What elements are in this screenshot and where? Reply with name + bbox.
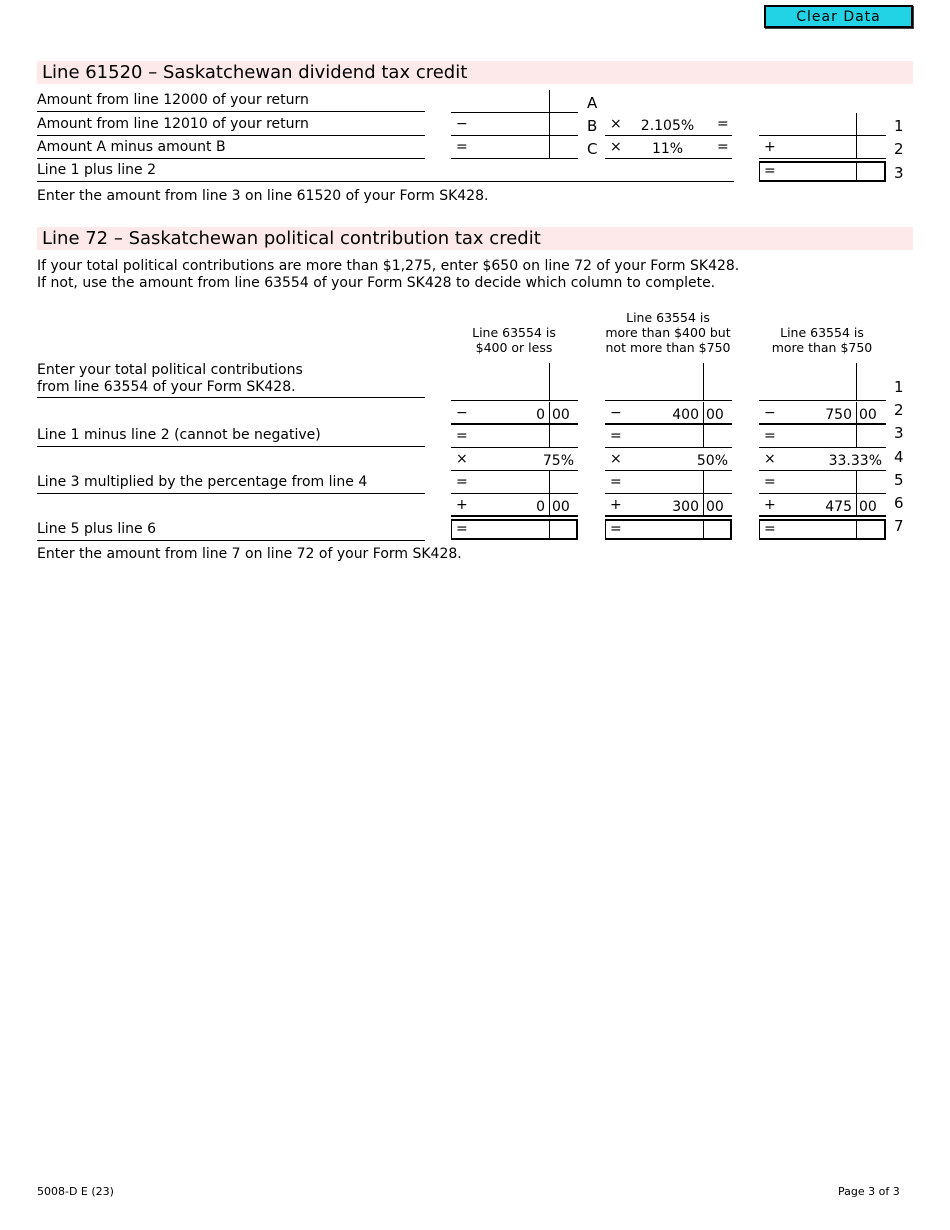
col2-line7-input[interactable] <box>605 519 732 540</box>
line-number: 5 <box>894 471 904 489</box>
col1-line6-field <box>451 494 578 517</box>
minus-sign: − <box>456 405 468 421</box>
equals-sign: = <box>717 116 729 132</box>
col3-line7-input[interactable] <box>759 519 886 540</box>
col2-line4-field <box>605 448 732 471</box>
clear-data-button[interactable]: Clear Data <box>764 5 913 28</box>
s1-row2-label: Amount from line 12010 of your return <box>37 115 425 136</box>
rate-b-field <box>605 113 732 136</box>
s1-row3-label: Amount A minus amount B <box>37 138 425 159</box>
col-header-over-750: Line 63554 is more than $750 <box>771 325 873 355</box>
times-sign: × <box>456 451 468 467</box>
line-number: 6 <box>894 494 904 512</box>
s2-row5-label: Line 3 multiplied by the percentage from line 4 <box>37 473 425 494</box>
section-title-dividend-credit: Line 61520 – Saskatchewan dividend tax credit <box>37 61 913 84</box>
s2-row7-label: Line 5 plus line 6 <box>37 520 425 541</box>
col3-line6-cents: 00 <box>859 499 877 515</box>
equals-sign: = <box>610 474 622 490</box>
equals-sign: = <box>456 521 468 537</box>
col2-line6-cents: 00 <box>706 499 724 515</box>
section-title-political-credit: Line 72 – Saskatchewan political contribution tax credit <box>37 227 913 250</box>
amount-b-input[interactable] <box>451 113 578 136</box>
s2-intro-line2: If not, use the amount from line 63554 of your Form SK428 to decide which column to complete. <box>37 275 716 291</box>
line-number: 4 <box>894 448 904 466</box>
s1-row1-label: Amount from line 12000 of your return <box>37 91 425 112</box>
rate-c-field <box>605 136 732 159</box>
col2-line3-input[interactable] <box>605 425 732 448</box>
col3-line5-input[interactable] <box>759 471 886 494</box>
equals-sign: = <box>764 428 776 444</box>
col1-line5-input[interactable] <box>451 471 578 494</box>
line-number: 2 <box>894 401 904 419</box>
times-sign: × <box>610 116 622 132</box>
plus-sign: + <box>764 139 776 155</box>
equals-sign: = <box>610 428 622 444</box>
equals-sign: = <box>764 521 776 537</box>
col3-line2-cents: 00 <box>859 407 877 423</box>
page-number: Page 3 of 3 <box>838 1185 900 1198</box>
col1-line7-input[interactable] <box>451 519 578 540</box>
minus-sign: − <box>610 405 622 421</box>
line-number: 1 <box>894 378 904 396</box>
dividend-line2-input[interactable] <box>759 136 886 159</box>
col2-line6-dollars: 300 <box>672 499 699 515</box>
col3-line1-input[interactable] <box>759 363 886 401</box>
s2-instruction: Enter the amount from line 7 on line 72 of your Form SK428. <box>37 546 462 562</box>
plus-sign: + <box>764 497 776 513</box>
s2-row1-label-line1: Enter your total political contributions <box>37 362 303 378</box>
col2-line1-input[interactable] <box>605 363 732 401</box>
times-sign: × <box>764 451 776 467</box>
amount-c-input[interactable] <box>451 136 578 159</box>
times-sign: × <box>610 451 622 467</box>
line-number: 7 <box>894 517 904 535</box>
plus-sign: + <box>456 497 468 513</box>
equals-sign: = <box>764 474 776 490</box>
equals-sign: = <box>456 139 468 155</box>
equals-sign: = <box>717 139 729 155</box>
s1-instruction: Enter the amount from line 3 on line 61520 of your Form SK428. <box>37 188 489 204</box>
line-number: 2 <box>894 140 904 158</box>
rate-c-value: 11% <box>651 141 684 157</box>
col3-line6-dollars: 475 <box>825 499 852 515</box>
line-number: 3 <box>894 164 904 182</box>
col3-line3-input[interactable] <box>759 425 886 448</box>
col2-line5-input[interactable] <box>605 471 732 494</box>
col2-line2-field <box>605 402 732 425</box>
col1-line2-cents: 00 <box>552 407 570 423</box>
col2-line2-cents: 00 <box>706 407 724 423</box>
col1-line3-input[interactable] <box>451 425 578 448</box>
plus-sign: + <box>610 497 622 513</box>
equals-sign: = <box>456 428 468 444</box>
s2-row1-label <box>37 362 425 398</box>
equals-sign: = <box>764 163 776 179</box>
s1-row4-label: Line 1 plus line 2 <box>37 161 734 182</box>
equals-sign: = <box>456 474 468 490</box>
col-header-400-to-750: Line 63554 is more than $400 but not more than $750 <box>605 310 731 355</box>
col2-line2-dollars: 400 <box>672 407 699 423</box>
dividend-line1-input[interactable] <box>759 113 886 136</box>
letter-b: B <box>587 117 598 135</box>
col1-line4-field <box>451 448 578 471</box>
line-number: 3 <box>894 424 904 442</box>
dividend-line3-input[interactable] <box>759 161 886 182</box>
col3-line4-pct: 33.33% <box>828 453 882 469</box>
col-header-400-or-less: Line 63554 is $400 or less <box>472 325 556 355</box>
line-number: 1 <box>894 117 904 135</box>
col1-line1-input[interactable] <box>451 363 578 401</box>
letter-c: C <box>587 140 598 158</box>
rate-b-value: 2.105% <box>640 118 695 134</box>
minus-sign: − <box>764 405 776 421</box>
col3-line2-dollars: 750 <box>825 407 852 423</box>
amount-a-input[interactable] <box>451 90 578 113</box>
s2-row1-label-line2: from line 63554 of your Form SK428. <box>37 379 296 395</box>
col1-line4-pct: 75% <box>542 453 574 469</box>
form-id: 5008-D E (23) <box>37 1185 114 1198</box>
letter-a: A <box>587 94 598 112</box>
col2-line6-field <box>605 494 732 517</box>
times-sign: × <box>610 139 622 155</box>
col3-line6-field <box>759 494 886 517</box>
s2-intro-line1: If your total political contributions are more than $1,275, enter $650 on line 72 of your Form SK428. <box>37 258 740 274</box>
col2-line4-pct: 50% <box>696 453 728 469</box>
col1-line2-dollars: 0 <box>536 407 545 423</box>
col1-line6-dollars: 0 <box>536 499 545 515</box>
col1-line2-field <box>451 402 578 425</box>
minus-sign: − <box>456 116 468 132</box>
col3-line2-field <box>759 402 886 425</box>
col1-line6-cents: 00 <box>552 499 570 515</box>
col3-line4-field <box>759 448 886 471</box>
s2-row3-label: Line 1 minus line 2 (cannot be negative) <box>37 426 425 447</box>
equals-sign: = <box>610 521 622 537</box>
